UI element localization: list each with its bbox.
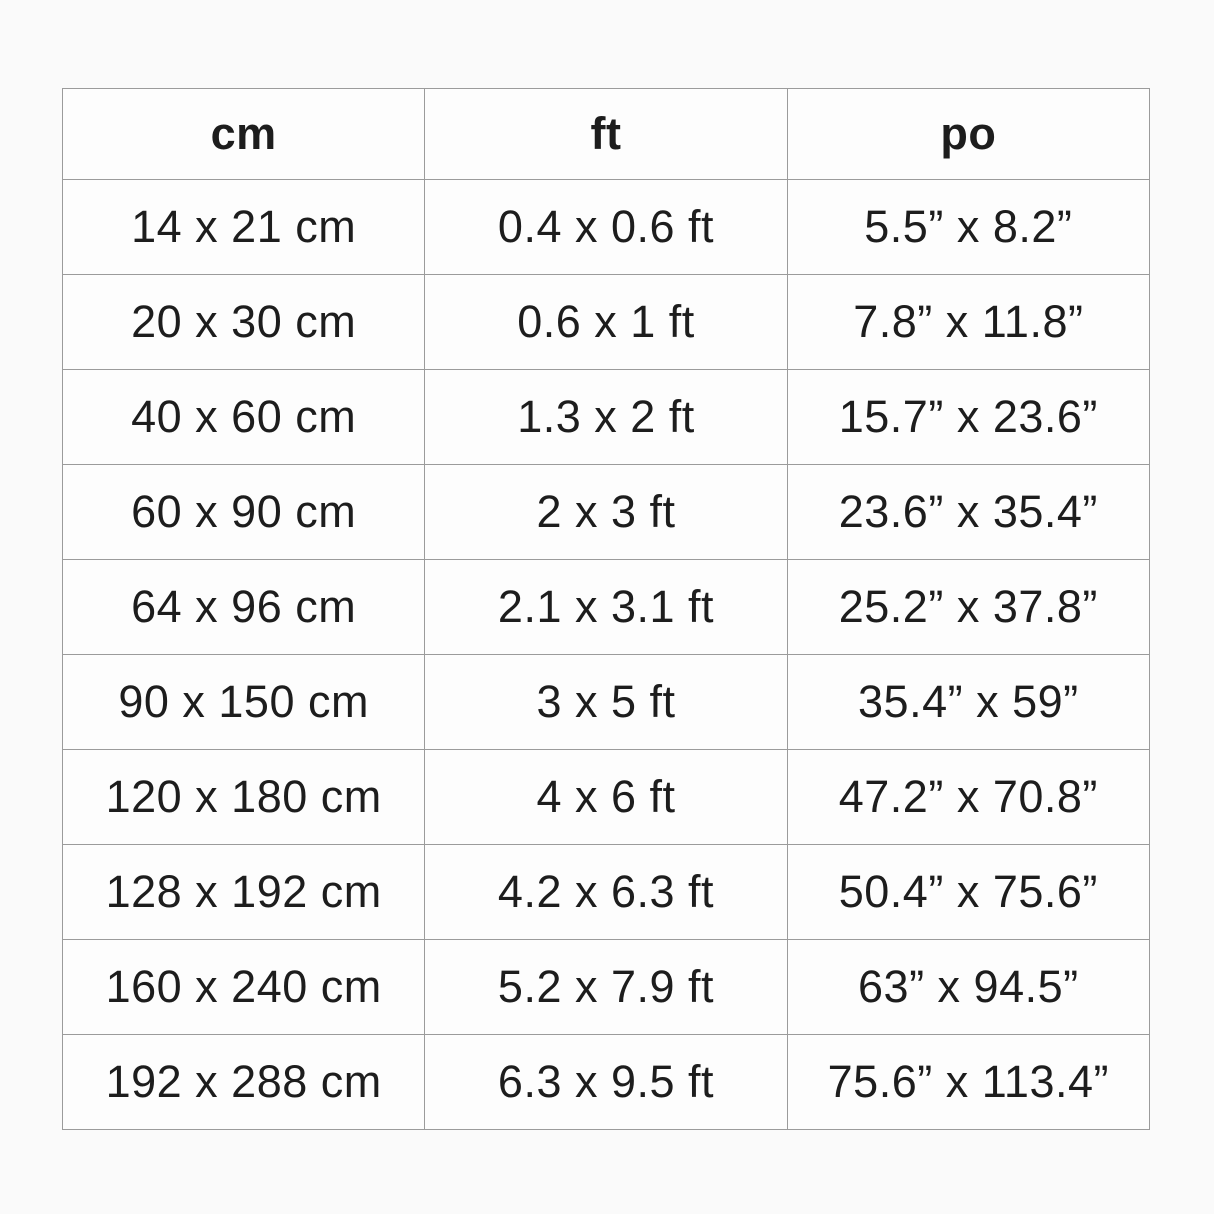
table-cell-po: 5.5” x 8.2” [787, 180, 1149, 275]
table-cell-ft: 0.6 x 1 ft [425, 275, 787, 370]
table-cell-po: 35.4” x 59” [787, 655, 1149, 750]
table-cell-cm: 14 x 21 cm [63, 180, 425, 275]
table-cell-cm: 64 x 96 cm [63, 560, 425, 655]
table-cell-cm: 90 x 150 cm [63, 655, 425, 750]
table-cell-cm: 192 x 288 cm [63, 1035, 425, 1130]
table-cell-ft: 2 x 3 ft [425, 465, 787, 560]
table-cell-ft: 4 x 6 ft [425, 750, 787, 845]
table-cell-cm: 128 x 192 cm [63, 845, 425, 940]
table-cell-ft: 1.3 x 2 ft [425, 370, 787, 465]
table-cell-po: 75.6” x 113.4” [787, 1035, 1149, 1130]
table-row [63, 275, 1150, 370]
table-cell-po: 63” x 94.5” [787, 940, 1149, 1035]
table-row [63, 940, 1150, 1035]
table-cell-cm: 120 x 180 cm [63, 750, 425, 845]
table-cell-ft: 3 x 5 ft [425, 655, 787, 750]
table-cell-ft: 6.3 x 9.5 ft [425, 1035, 787, 1130]
column-header-ft: ft [425, 89, 787, 180]
table-row [63, 180, 1150, 275]
table-row [63, 560, 1150, 655]
size-conversion-table [62, 88, 1150, 1130]
table-cell-po: 7.8” x 11.8” [787, 275, 1149, 370]
table-cell-cm: 40 x 60 cm [63, 370, 425, 465]
table-row [63, 465, 1150, 560]
table-cell-po: 23.6” x 35.4” [787, 465, 1149, 560]
table-body [63, 180, 1150, 1130]
table-cell-po: 15.7” x 23.6” [787, 370, 1149, 465]
table-cell-cm: 60 x 90 cm [63, 465, 425, 560]
table-cell-po: 47.2” x 70.8” [787, 750, 1149, 845]
table-row [63, 370, 1150, 465]
table-row [63, 750, 1150, 845]
table-cell-cm: 20 x 30 cm [63, 275, 425, 370]
column-header-po: po [787, 89, 1149, 180]
table-cell-ft: 2.1 x 3.1 ft [425, 560, 787, 655]
table-cell-ft: 5.2 x 7.9 ft [425, 940, 787, 1035]
header-row [63, 89, 1150, 180]
table-cell-po: 25.2” x 37.8” [787, 560, 1149, 655]
table-row [63, 1035, 1150, 1130]
table-cell-cm: 160 x 240 cm [63, 940, 425, 1035]
table-cell-ft: 4.2 x 6.3 ft [425, 845, 787, 940]
table-cell-po: 50.4” x 75.6” [787, 845, 1149, 940]
table-cell-ft: 0.4 x 0.6 ft [425, 180, 787, 275]
table-row [63, 845, 1150, 940]
table-header [63, 89, 1150, 180]
column-header-cm: cm [63, 89, 425, 180]
table-row [63, 655, 1150, 750]
